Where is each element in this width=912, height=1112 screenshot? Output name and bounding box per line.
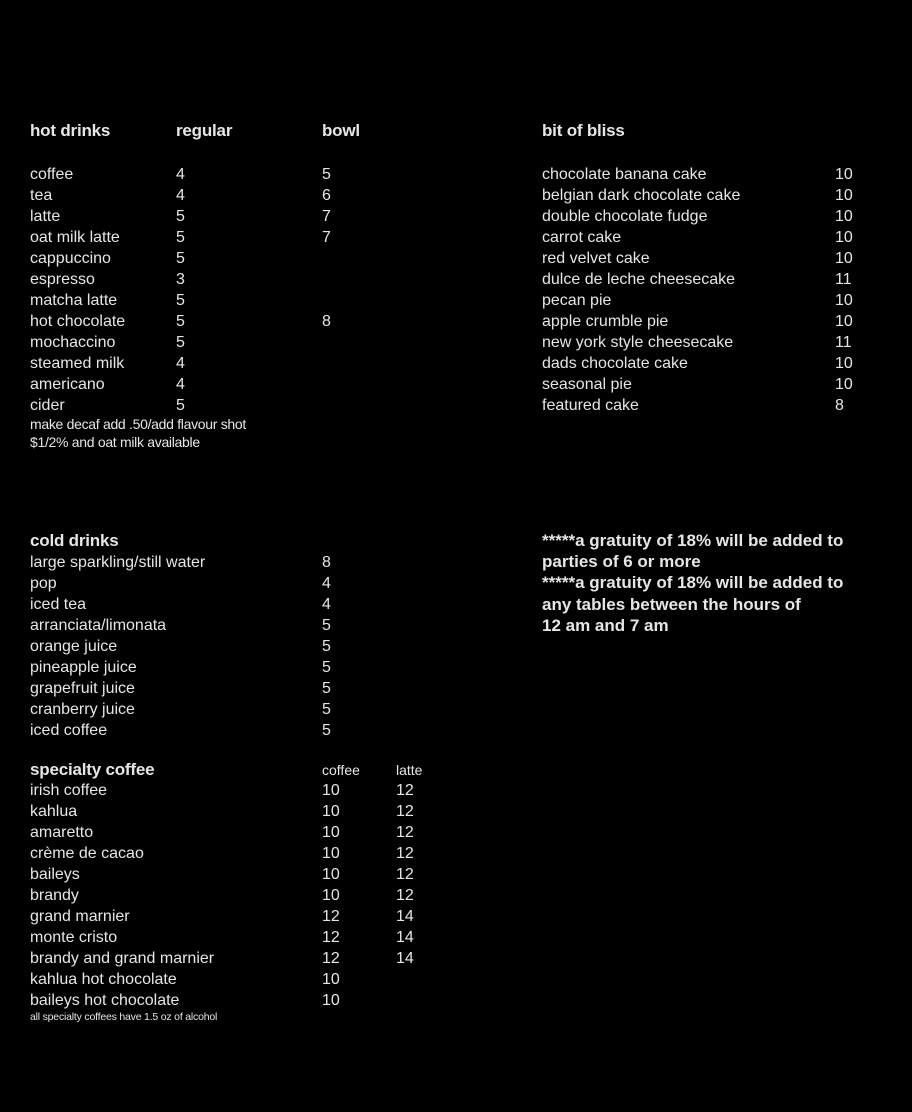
- item-name: brandy: [30, 887, 79, 904]
- item-name: crème de cacao: [30, 845, 144, 862]
- item-name: large sparkling/still water: [30, 554, 206, 571]
- price-latte: 14: [396, 908, 414, 925]
- price-bowl: 7: [322, 208, 331, 225]
- price-regular: 5: [176, 208, 185, 225]
- specialty-coffee-title: specialty coffee: [30, 760, 155, 779]
- item-name: monte cristo: [30, 929, 118, 946]
- specialty-coffee-col-latte: latte: [396, 762, 423, 778]
- price-coffee: 10: [322, 803, 340, 820]
- item-name: double chocolate fudge: [542, 208, 708, 225]
- item-name: dulce de leche cheesecake: [542, 271, 736, 288]
- item-price: 5: [322, 659, 331, 676]
- price-latte: 14: [396, 950, 414, 967]
- price-coffee: 10: [322, 866, 340, 883]
- price-coffee: 10: [322, 971, 340, 988]
- item-name: iced coffee: [30, 722, 108, 739]
- price-regular: 4: [176, 187, 185, 204]
- price-regular: 4: [176, 376, 185, 393]
- price-coffee: 12: [322, 950, 340, 967]
- item-name: steamed milk: [30, 355, 125, 372]
- price-latte: 12: [396, 845, 414, 862]
- gratuity-line-4: any tables between the hours of: [542, 595, 801, 614]
- price-coffee: 12: [322, 929, 340, 946]
- item-name: espresso: [30, 271, 95, 288]
- price-bowl: 5: [322, 166, 331, 183]
- item-name: amaretto: [30, 824, 94, 841]
- item-name: chocolate banana cake: [542, 166, 707, 183]
- price-regular: 5: [176, 334, 185, 351]
- price-coffee: 10: [322, 845, 340, 862]
- price-latte: 12: [396, 887, 414, 904]
- bit-of-bliss-title: bit of bliss: [542, 121, 625, 140]
- item-price: 11: [835, 271, 852, 288]
- item-price: 5: [322, 617, 331, 634]
- item-name: new york style cheesecake: [542, 334, 734, 351]
- item-name: mochaccino: [30, 334, 116, 351]
- item-name: pop: [30, 575, 57, 592]
- item-name: grand marnier: [30, 908, 130, 925]
- item-price: 10: [835, 355, 853, 372]
- item-price: 10: [835, 376, 853, 393]
- specialty-coffee-col-coffee: coffee: [322, 762, 360, 778]
- price-latte: 12: [396, 824, 414, 841]
- cold-drinks-title: cold drinks: [30, 531, 119, 550]
- price-latte: 12: [396, 782, 414, 799]
- price-regular: 4: [176, 355, 185, 372]
- item-name: belgian dark chocolate cake: [542, 187, 741, 204]
- price-bowl: 6: [322, 187, 331, 204]
- price-regular: 3: [176, 271, 185, 288]
- item-price: 8: [322, 554, 331, 571]
- item-price: 5: [322, 638, 331, 655]
- item-price: 4: [322, 575, 331, 592]
- item-name: irish coffee: [30, 782, 108, 799]
- hot-drinks-bowl-header: bowl: [322, 121, 360, 140]
- item-name: red velvet cake: [542, 250, 650, 267]
- item-name: grapefruit juice: [30, 680, 135, 697]
- item-price: 10: [835, 166, 853, 183]
- item-name: seasonal pie: [542, 376, 632, 393]
- price-coffee: 10: [322, 887, 340, 904]
- item-name: iced tea: [30, 596, 87, 613]
- item-name: arranciata/limonata: [30, 617, 167, 634]
- item-name: latte: [30, 208, 61, 225]
- item-name: hot chocolate: [30, 313, 126, 330]
- hot-drinks-note-decaf: make decaf add .50/add flavour shot: [30, 416, 246, 432]
- item-name: featured cake: [542, 397, 639, 414]
- item-price: 10: [835, 250, 853, 267]
- price-bowl: 7: [322, 229, 331, 246]
- item-price: 11: [835, 334, 852, 351]
- price-regular: 5: [176, 313, 185, 330]
- item-price: 10: [835, 313, 853, 330]
- item-price: 5: [322, 722, 331, 739]
- item-name: pecan pie: [542, 292, 612, 309]
- item-price: 8: [835, 397, 844, 414]
- item-name: kahlua hot chocolate: [30, 971, 177, 988]
- price-coffee: 10: [322, 782, 340, 799]
- item-price: 10: [835, 208, 853, 225]
- gratuity-line-5: 12 am and 7 am: [542, 616, 669, 635]
- price-bowl: 8: [322, 313, 331, 330]
- hot-drinks-regular-header: regular: [176, 121, 233, 140]
- price-coffee: 10: [322, 992, 340, 1009]
- hot-drinks-note-milk: $1/2% and oat milk available: [30, 434, 200, 450]
- item-price: 10: [835, 229, 853, 246]
- item-name: matcha latte: [30, 292, 118, 309]
- price-regular: 4: [176, 166, 185, 183]
- item-name: americano: [30, 376, 105, 393]
- price-regular: 5: [176, 397, 185, 414]
- price-latte: 14: [396, 929, 414, 946]
- price-regular: 5: [176, 292, 185, 309]
- item-price: 10: [835, 187, 853, 204]
- price-coffee: 10: [322, 824, 340, 841]
- gratuity-line-2: parties of 6 or more: [542, 552, 701, 571]
- item-name: baileys: [30, 866, 80, 883]
- item-name: brandy and grand marnier: [30, 950, 215, 967]
- item-name: carrot cake: [542, 229, 622, 246]
- price-latte: 12: [396, 866, 414, 883]
- gratuity-line-3: *****a gratuity of 18% will be added to: [542, 573, 844, 592]
- item-name: dads chocolate cake: [542, 355, 688, 372]
- item-price: 10: [835, 292, 853, 309]
- item-name: oat milk latte: [30, 229, 120, 246]
- item-name: cranberry juice: [30, 701, 135, 718]
- item-name: kahlua: [30, 803, 78, 820]
- item-name: orange juice: [30, 638, 118, 655]
- item-name: baileys hot chocolate: [30, 992, 180, 1009]
- item-name: tea: [30, 187, 53, 204]
- item-price: 5: [322, 701, 331, 718]
- item-name: cider: [30, 397, 65, 414]
- item-price: 5: [322, 680, 331, 697]
- price-regular: 5: [176, 229, 185, 246]
- hot-drinks-title: hot drinks: [30, 121, 111, 140]
- item-name: cappuccino: [30, 250, 111, 267]
- item-name: apple crumble pie: [542, 313, 669, 330]
- item-price: 4: [322, 596, 331, 613]
- item-name: pineapple juice: [30, 659, 137, 676]
- specialty-coffee-note: all specialty coffees have 1.5 oz of alcohol: [30, 1011, 218, 1023]
- price-regular: 5: [176, 250, 185, 267]
- price-latte: 12: [396, 803, 414, 820]
- price-coffee: 12: [322, 908, 340, 925]
- item-name: coffee: [30, 166, 74, 183]
- gratuity-line-1: *****a gratuity of 18% will be added to: [542, 531, 844, 550]
